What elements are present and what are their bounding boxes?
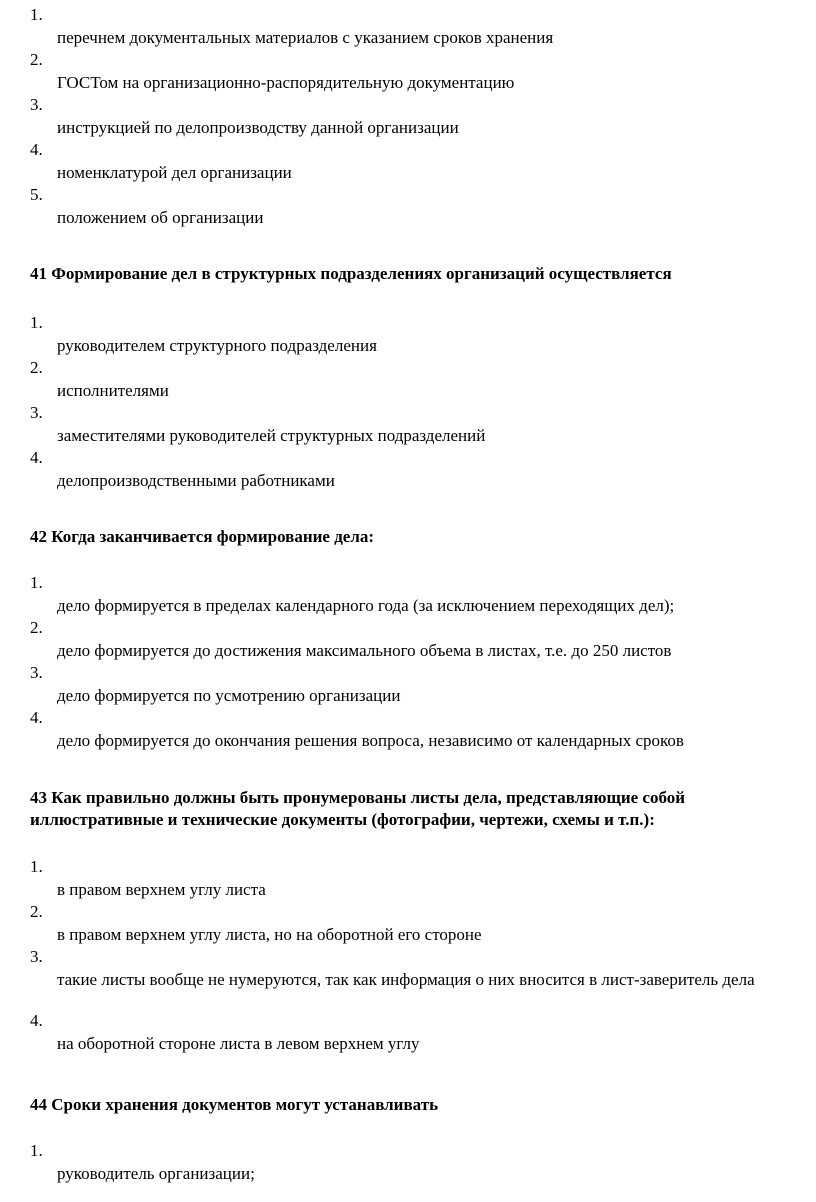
answer-option bbox=[0, 948, 816, 1012]
answer-option bbox=[0, 1142, 816, 1187]
question-block-continued bbox=[0, 6, 816, 231]
option-text: в правом верхнем углу листа bbox=[57, 880, 266, 899]
option-text: ГОСТом на организационно-распорядительную документацию bbox=[57, 73, 515, 92]
answer-option bbox=[0, 186, 816, 231]
option-text: номенклатурой дел организации bbox=[57, 163, 292, 182]
option-text: дело формируется до окончания решения вопроса, независимо от календарных сроков bbox=[57, 731, 684, 750]
question-block bbox=[0, 574, 816, 754]
option-text: исполнителями bbox=[57, 381, 169, 400]
option-text: руководителем структурного подразделения bbox=[57, 336, 377, 355]
answer-option bbox=[0, 314, 816, 359]
answer-option bbox=[0, 903, 816, 948]
option-number: 3. bbox=[30, 947, 43, 966]
question-title: 44 Сроки хранения документов могут устанавливать bbox=[30, 1095, 439, 1114]
option-text: на оборотной стороне листа в левом верхнем углу bbox=[57, 1034, 420, 1053]
question-title: 43 Как правильно должны быть пронумерованы листы дела, представляющие собой иллюстративные и технические документы (фотографии, чертежи, схемы и т.п.): bbox=[30, 788, 686, 829]
option-number: 2. bbox=[30, 902, 43, 921]
option-text: инструкцией по делопроизводству данной организации bbox=[57, 118, 459, 137]
option-number: 4. bbox=[30, 1011, 43, 1030]
option-text: такие листы вообще не нумеруются, так как информация о них вносится в лист-заверитель дела bbox=[57, 970, 755, 989]
option-text: дело формируется в пределах календарного года (за исключением переходящих дел); bbox=[57, 596, 675, 615]
option-number: 2. bbox=[30, 358, 43, 377]
option-text: делопроизводственными работниками bbox=[57, 471, 335, 490]
answer-option bbox=[0, 359, 816, 404]
option-text: дело формируется по усмотрению организации bbox=[57, 686, 401, 705]
question-block bbox=[0, 1142, 816, 1187]
option-text: руководитель организации; bbox=[57, 1164, 255, 1183]
option-text: заместителями руководителей структурных подразделений bbox=[57, 426, 486, 445]
option-text: дело формируется до достижения максимального объема в листах, т.е. до 250 листов bbox=[57, 641, 672, 660]
option-text: положением об организации bbox=[57, 208, 264, 227]
answer-option bbox=[0, 858, 816, 903]
option-number: 1. bbox=[30, 5, 43, 24]
option-number: 2. bbox=[30, 50, 43, 69]
answer-option bbox=[0, 51, 816, 96]
option-number: 1. bbox=[30, 573, 43, 592]
option-number: 1. bbox=[30, 1141, 43, 1160]
option-number: 1. bbox=[30, 313, 43, 332]
answer-option bbox=[0, 96, 816, 141]
option-text: перечнем документальных материалов с указанием сроков хранения bbox=[57, 28, 554, 47]
option-number: 1. bbox=[30, 857, 43, 876]
option-text: в правом верхнем углу листа, но на оборотной его стороне bbox=[57, 925, 482, 944]
option-number: 3. bbox=[30, 403, 43, 422]
answer-option bbox=[0, 574, 816, 619]
answer-option bbox=[0, 6, 816, 51]
option-number: 3. bbox=[30, 663, 43, 682]
answer-option bbox=[0, 709, 816, 754]
answer-option bbox=[0, 619, 816, 664]
option-number: 4. bbox=[30, 140, 43, 159]
answer-option bbox=[0, 664, 816, 709]
answer-option bbox=[0, 404, 816, 449]
option-number: 4. bbox=[30, 708, 43, 727]
option-number: 4. bbox=[30, 448, 43, 467]
question-title: 41 Формирование дел в структурных подразделениях организаций осуществляется bbox=[30, 264, 672, 283]
option-number: 3. bbox=[30, 95, 43, 114]
question-block bbox=[0, 314, 816, 494]
option-number: 5. bbox=[30, 185, 43, 204]
answer-option bbox=[0, 141, 816, 186]
answer-option bbox=[0, 449, 816, 494]
question-title: 42 Когда заканчивается формирование дела: bbox=[30, 527, 375, 546]
option-number: 2. bbox=[30, 618, 43, 637]
answer-option bbox=[0, 1012, 816, 1057]
question-block bbox=[0, 858, 816, 1057]
